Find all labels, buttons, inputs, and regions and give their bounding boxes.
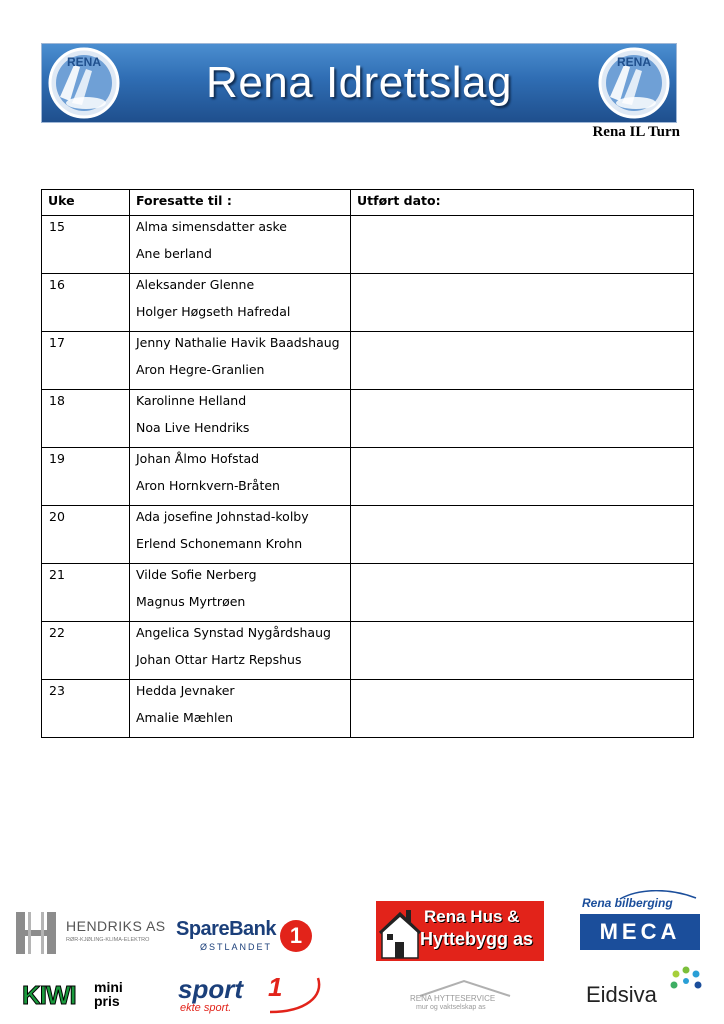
hendriks-h-icon bbox=[14, 910, 58, 956]
house-icon bbox=[378, 902, 424, 960]
completed-date-cell[interactable] bbox=[351, 332, 694, 390]
rena-logo-icon bbox=[596, 45, 672, 121]
guardians-cell bbox=[130, 274, 351, 332]
guardians-cell bbox=[130, 622, 351, 680]
completed-date-cell[interactable] bbox=[351, 216, 694, 274]
completed-date-cell[interactable] bbox=[351, 506, 694, 564]
sport1-name: sport bbox=[178, 974, 243, 1004]
completed-date-cell[interactable] bbox=[351, 622, 694, 680]
meca-name: MECA bbox=[580, 914, 700, 950]
eidsiva-dots-icon bbox=[668, 964, 704, 1000]
week-cell: 15 bbox=[42, 216, 130, 274]
sparebank-logo bbox=[176, 918, 316, 958]
guardians-cell bbox=[130, 332, 351, 390]
guardians-cell bbox=[130, 506, 351, 564]
guardian-name: Aron Hegre-Granlien bbox=[136, 362, 265, 377]
week-cell: 17 bbox=[42, 332, 130, 390]
hytteservice-logo bbox=[396, 978, 520, 1018]
completed-date-cell[interactable] bbox=[351, 390, 694, 448]
table-row bbox=[42, 274, 694, 332]
guardian-name: Magnus Myrtrøen bbox=[136, 594, 246, 609]
svg-text:RENA: RENA bbox=[616, 55, 652, 69]
guardians-cell bbox=[130, 680, 351, 738]
guardian-name: Johan Ålmo Hofstad bbox=[136, 451, 260, 466]
week-cell: 18 bbox=[42, 390, 130, 448]
table-header-row bbox=[42, 190, 694, 216]
kiwi-mini: mini bbox=[94, 979, 123, 995]
kiwi-pris: pris bbox=[94, 993, 120, 1009]
week-cell: 21 bbox=[42, 564, 130, 622]
svg-text:RENA: RENA bbox=[66, 55, 102, 69]
meca-logo bbox=[578, 890, 704, 958]
guardians-cell bbox=[130, 448, 351, 506]
week-cell: 19 bbox=[42, 448, 130, 506]
guardian-name: Aleksander Glenne bbox=[136, 277, 255, 292]
guardians-cell bbox=[130, 216, 351, 274]
week-cell: 20 bbox=[42, 506, 130, 564]
guardian-name: Johan Ottar Hartz Repshus bbox=[136, 652, 302, 667]
guardian-name: Vilde Sofie Nerberg bbox=[136, 567, 257, 582]
subtitle: Rena IL Turn bbox=[592, 124, 680, 140]
hytteservice-name: RENA HYTTESERVICE bbox=[410, 994, 496, 1003]
eidsiva-name: Eidsiva bbox=[586, 982, 657, 1007]
column-header-foresatte: Foresatte til : bbox=[130, 190, 351, 216]
completed-date-cell[interactable] bbox=[351, 274, 694, 332]
guardian-name: Hedda Jevnaker bbox=[136, 683, 235, 698]
bilberging-name: Rena bilberging bbox=[582, 896, 673, 910]
table-row bbox=[42, 390, 694, 448]
completed-date-cell[interactable] bbox=[351, 448, 694, 506]
kiwi-logo bbox=[22, 978, 132, 1018]
sparebank-region: ØSTLANDET bbox=[200, 942, 273, 952]
guardian-name: Erlend Schonemann Krohn bbox=[136, 536, 303, 551]
guardian-name: Ane berland bbox=[136, 246, 212, 261]
completed-date-cell[interactable] bbox=[351, 564, 694, 622]
table-row bbox=[42, 506, 694, 564]
guardian-name: Angelica Synstad Nygårdshaug bbox=[136, 625, 331, 640]
sport1-tag: ekte sport. bbox=[180, 1002, 232, 1014]
guardian-name: Holger Høgseth Hafredal bbox=[136, 304, 291, 319]
table-row bbox=[42, 564, 694, 622]
hytteservice-tag: mur og vaktselskap as bbox=[416, 1004, 486, 1011]
guardians-cell bbox=[130, 564, 351, 622]
hendriks-logo bbox=[14, 910, 174, 958]
car-outline-icon bbox=[580, 890, 700, 900]
hendriks-name: HENDRIKS AS bbox=[66, 918, 166, 934]
guardians-cell bbox=[130, 390, 351, 448]
sponsor-logos bbox=[0, 880, 724, 1024]
table-row bbox=[42, 216, 694, 274]
sport1-num: 1 bbox=[268, 972, 283, 1002]
week-cell: 23 bbox=[42, 680, 130, 738]
guardian-name: Karolinne Helland bbox=[136, 393, 247, 408]
column-header-uke: Uke bbox=[42, 190, 130, 216]
sport1-logo bbox=[178, 972, 328, 1018]
completed-date-cell[interactable] bbox=[351, 680, 694, 738]
renahus-line1: Rena Hus & bbox=[424, 907, 520, 926]
header-banner bbox=[41, 43, 677, 123]
guardian-name: Aron Hornkvern-Bråten bbox=[136, 478, 280, 493]
table-row bbox=[42, 448, 694, 506]
guardian-name: Alma simensdatter aske bbox=[136, 219, 287, 234]
sparebank-one-icon: 1 bbox=[280, 920, 312, 952]
renahus-line2: Hyttebygg as bbox=[420, 929, 534, 949]
table-row bbox=[42, 680, 694, 738]
sport1-swoosh-icon bbox=[266, 972, 326, 1018]
column-header-utfort-dato: Utført dato: bbox=[351, 190, 694, 216]
guardian-name: Amalie Mæhlen bbox=[136, 710, 234, 725]
guardian-name: Ada josefine Johnstad-kolby bbox=[136, 509, 309, 524]
hendriks-tag: RØR-KJØLING-KLIMA-ELEKTRO bbox=[66, 937, 150, 943]
table-row bbox=[42, 622, 694, 680]
sparebank-name: SpareBank bbox=[176, 918, 276, 940]
page-title: Rena Idrettslag bbox=[206, 58, 512, 107]
week-cell: 16 bbox=[42, 274, 130, 332]
renahus-logo bbox=[376, 901, 544, 961]
kiwi-name: KIWI bbox=[22, 980, 76, 1010]
week-cell: 22 bbox=[42, 622, 130, 680]
eidsiva-logo bbox=[584, 964, 706, 1012]
guardian-name: Jenny Nathalie Havik Baadshaug bbox=[136, 335, 340, 350]
table-row bbox=[42, 332, 694, 390]
schedule-table bbox=[41, 189, 694, 738]
guardian-name: Noa Live Hendriks bbox=[136, 420, 250, 435]
